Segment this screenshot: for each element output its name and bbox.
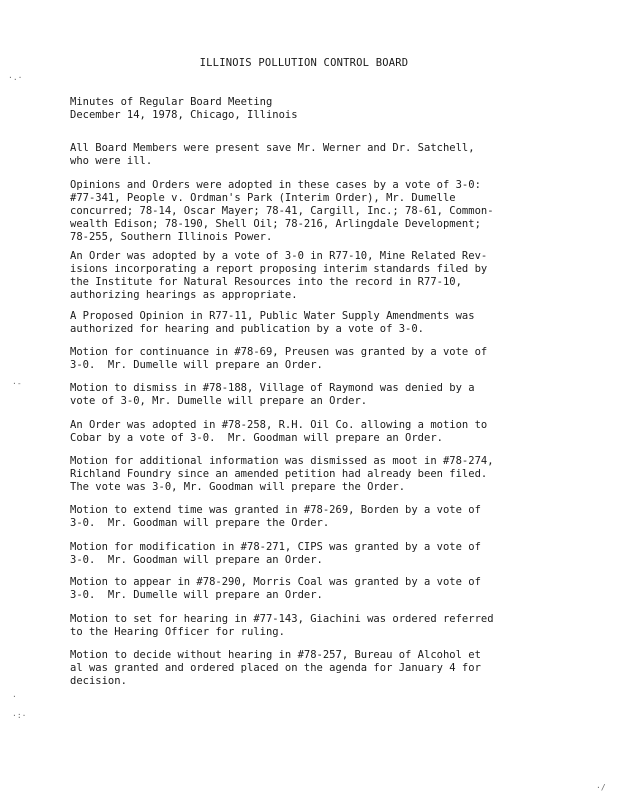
margin-speck: ·.· [8, 73, 23, 82]
paragraph-line: al was granted and ordered placed on the agenda for January 4 for [70, 662, 481, 674]
margin-speck: ·:· [12, 711, 27, 720]
subtitle-line: December 14, 1978, Chicago, Illinois [70, 109, 298, 121]
paragraph-line: Opinions and Orders were adopted in these cases by a vote of 3-0: [70, 179, 481, 191]
paragraph-line: Motion for continuance in #78-69, Preusen was granted by a vote of [70, 346, 488, 358]
minutes-paragraph [70, 179, 590, 244]
paragraph-line: Motion for additional information was dismissed as moot in #78-274, [70, 455, 494, 467]
margin-speck: ·- [12, 379, 22, 388]
paragraph-line: An Order was adopted by a vote of 3-0 in R77-10, Mine Related Rev- [70, 250, 488, 262]
meeting-subtitle [70, 96, 590, 122]
paragraph-line: The vote was 3-0, Mr. Goodman will prepare the Order. [70, 481, 406, 493]
paragraph-line: concurred; 78-14, Oscar Mayer; 78-41, Cargill, Inc.; 78-61, Common- [70, 205, 494, 217]
paragraph-line: who were ill. [70, 155, 153, 167]
minutes-paragraph [70, 142, 590, 168]
paragraph-line: 78-255, Southern Illinois Power. [70, 231, 273, 243]
paragraph-line: vote of 3-0, Mr. Dumelle will prepare an Order. [70, 395, 368, 407]
paragraph-line: Motion to appear in #78-290, Morris Coal was granted by a vote of [70, 576, 481, 588]
subtitle-line: Minutes of Regular Board Meeting [70, 96, 273, 108]
paragraph-line: All Board Members were present save Mr. Werner and Dr. Satchell, [70, 142, 475, 154]
paragraph-line: authorized for hearing and publication by a vote of 3-0. [70, 323, 425, 335]
paragraph-line: Motion to decide without hearing in #78-257, Bureau of Alcohol et [70, 649, 481, 661]
minutes-paragraph [70, 576, 590, 602]
paragraph-line: wealth Edison; 78-190, Shell Oil; 78-216, Arlingdale Development; [70, 218, 481, 230]
minutes-paragraph [70, 541, 590, 567]
paragraph-line: 3-0. Mr. Dumelle will prepare an Order. [70, 359, 323, 371]
minutes-paragraph [70, 250, 590, 302]
paragraph-line: Motion to set for hearing in #77-143, Giachini was ordered referred [70, 613, 494, 625]
minutes-paragraph [70, 310, 590, 336]
paragraph-line: 3-0. Mr. Dumelle will prepare an Order. [70, 589, 323, 601]
paragraph-line: Motion to extend time was granted in #78-269, Borden by a vote of [70, 504, 481, 516]
paragraph-line: Cobar by a vote of 3-0. Mr. Goodman will prepare an Order. [70, 432, 443, 444]
paragraph-line: Motion to dismiss in #78-188, Village of Raymond was denied by a [70, 382, 475, 394]
minutes-paragraph [70, 419, 590, 445]
paragraph-line: #77-341, People v. Ordman's Park (Interim Order), Mr. Dumelle [70, 192, 456, 204]
minutes-paragraph [70, 504, 590, 530]
paragraph-line: 3-0. Mr. Goodman will prepare an Order. [70, 554, 323, 566]
minutes-paragraph [70, 382, 590, 408]
minutes-paragraph [70, 346, 590, 372]
paragraph-line: authorizing hearings as appropriate. [70, 289, 298, 301]
paragraph-line: decision. [70, 675, 127, 687]
document-heading: ILLINOIS POLLUTION CONTROL BOARD [199, 57, 409, 69]
minutes-paragraph [70, 649, 590, 688]
paragraph-line: isions incorporating a report proposing interim standards filed by [70, 263, 488, 275]
paragraph-line: 3-0. Mr. Goodman will prepare the Order. [70, 517, 330, 529]
paragraph-line: the Institute for Natural Resources into the record in R77-10, [70, 276, 462, 288]
paragraph-line: to the Hearing Officer for ruling. [70, 626, 285, 638]
paragraph-line: Motion for modification in #78-271, CIPS was granted by a vote of [70, 541, 481, 553]
minutes-paragraph [70, 613, 590, 639]
paragraph-line: An Order was adopted in #78-258, R.H. Oil Co. allowing a motion to [70, 419, 488, 431]
margin-speck: ·/ [596, 783, 606, 792]
paragraph-line: Richland Foundry since an amended petition had already been filed. [70, 468, 488, 480]
margin-speck: · [12, 692, 17, 701]
paragraph-line: A Proposed Opinion in R77-11, Public Water Supply Amendments was [70, 310, 475, 322]
minutes-paragraph [70, 455, 590, 494]
